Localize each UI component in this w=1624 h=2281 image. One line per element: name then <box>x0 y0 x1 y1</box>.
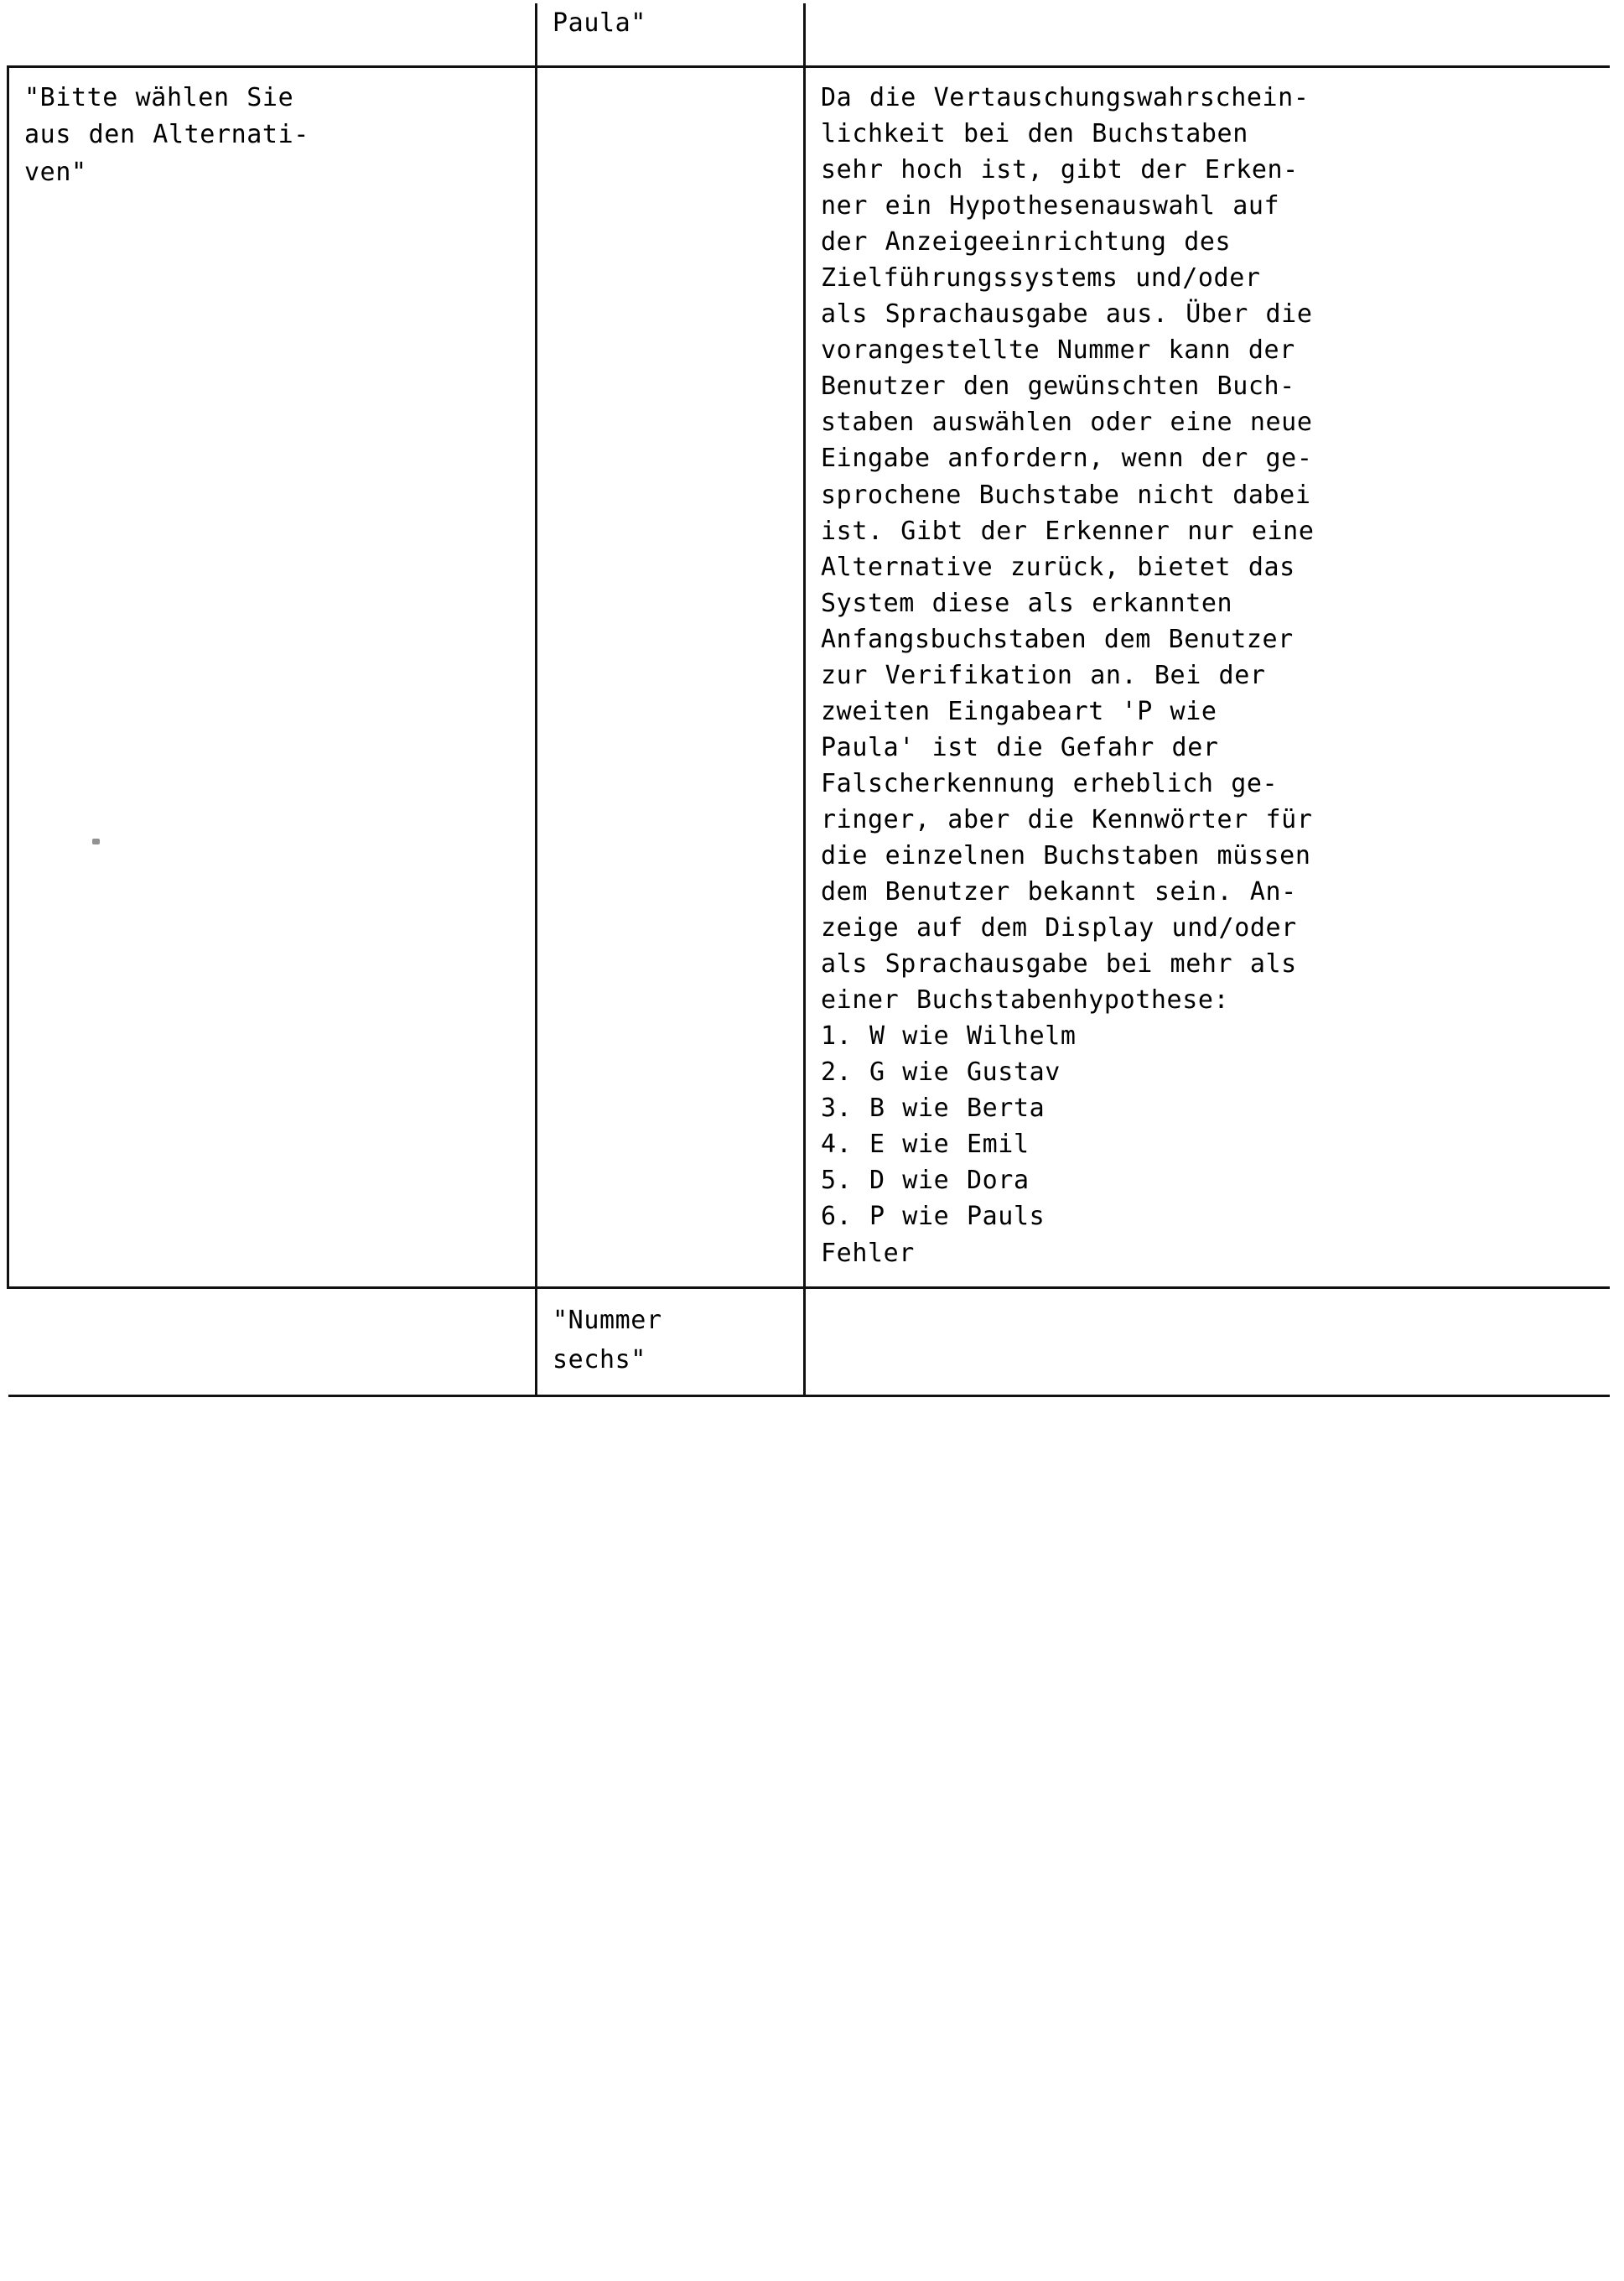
table-row <box>8 3 1610 67</box>
table-cell-prompt <box>8 1287 537 1396</box>
table-cell-prompt <box>8 3 537 67</box>
description-tail: Fehler <box>821 1238 915 1268</box>
hypothesis-list: 1. W wie Wilhelm 2. G wie Gustav 3. B wie Berta 4. E wie Emil 5. D wie Dora 6. P wie Pauls <box>821 1021 1077 1232</box>
table-cell-description <box>805 3 1610 67</box>
table-cell-description <box>805 67 1610 1288</box>
cell-text: "Bitte wählen Sie aus den Alternati- ven" <box>24 83 309 187</box>
table-row <box>8 1287 1610 1396</box>
scan-speck-artifact <box>92 839 100 844</box>
table-cell-description <box>805 1287 1610 1396</box>
table-cell-utterance <box>537 3 805 67</box>
table-cell-utterance <box>537 67 805 1288</box>
table-cell-utterance <box>537 1287 805 1396</box>
description-paragraph: Da die Vertauschungswahrschein- lichkeit bei den Buchstaben sehr hoch ist, gibt der Erken- ner ein Hypothesenauswahl auf der Anzeigeeinrichtung des Zielführungssystems und/oder als Sprachausgabe aus. Über die vorangestellte Nummer kann der Benutzer den gewünschten Buch- staben auswählen oder eine neue Eingabe anfordern, wenn der ge- sprochene Buchstabe nicht dabei ist. Gibt der Erkenner nur eine Alternative zurück, bietet das System diese als erkannten Anfangsbuchstaben dem Benutzer zur Verifikation an. Bei der zweiten Eingabeart 'P wie Paula' ist die Gefahr der Falscherkennung erheblich ge- ringer, aber die Kennwörter für die einzelnen Buchstaben müssen dem Benutzer bekannt sein. An- zeige auf dem Display und/oder als Sprachausgabe bei mehr als einer Buchstabenhypothese: <box>821 83 1315 1016</box>
cell-text: Paula" <box>553 8 646 38</box>
table-cell-prompt <box>8 67 537 1288</box>
table-row <box>8 67 1610 1288</box>
description-table <box>7 3 1610 1397</box>
cell-text: "Nummer sechs" <box>553 1305 662 1374</box>
